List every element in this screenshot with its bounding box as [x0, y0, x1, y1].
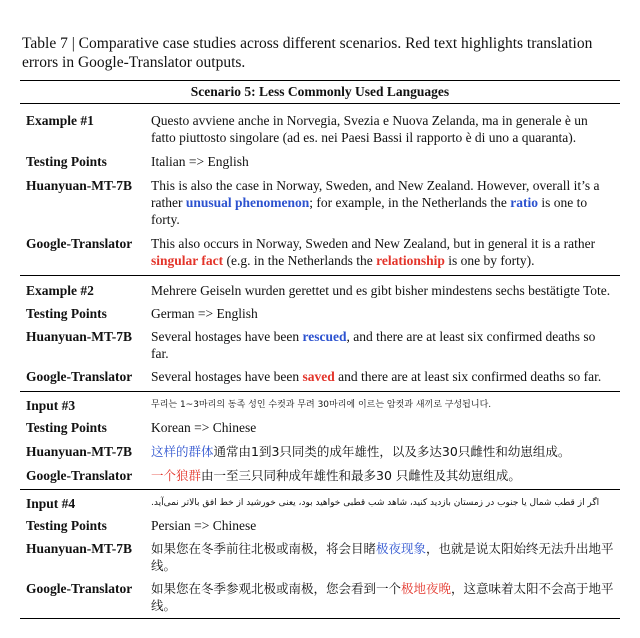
input3-label: Input #3 — [26, 398, 76, 413]
input4-label: Input #4 — [26, 496, 76, 511]
text-segment: and there are at least six confirmed deaths so far. — [334, 369, 602, 384]
highlight-blue: 这样的群体 — [151, 444, 214, 459]
input4-source-row — [20, 495, 620, 512]
example2-source-row — [20, 282, 620, 299]
example2-hunyuan-row — [20, 328, 620, 362]
google-label: Google-Translator — [26, 369, 133, 384]
example1-hunyuan-row — [20, 177, 620, 228]
table-caption: Table 7 | Comparative case studies across different scenarios. Red text highlights translation errors in Google-Translator outputs. — [22, 35, 593, 71]
row-divider — [20, 489, 620, 490]
text-segment: ，也就是说太阳始终无法升出地平线。 — [151, 541, 614, 573]
highlight-blue: 极夜现象 — [376, 541, 427, 556]
input3-hunyuan-output — [151, 443, 620, 460]
text-segment: is one by forty). — [444, 253, 535, 268]
example1-testing-row — [20, 153, 620, 170]
example1-hunyuan-output — [151, 177, 620, 228]
example1-google-row — [20, 235, 620, 269]
example1-source: Questo avviene anche in Norvegia, Svezia e Nuova Zelanda, ma in generale è un fatto piuttosto singolare (ad es. nei Paesi Bassi il rapporto è di uno a quaranta). — [151, 113, 588, 145]
error-red: singular fact — [151, 253, 224, 268]
hunyuan-label: Huanyuan-MT-7B — [26, 329, 133, 344]
example2-google-row — [20, 368, 620, 385]
hunyuan-label: Huanyuan-MT-7B — [26, 541, 133, 556]
error-red: saved — [302, 369, 335, 384]
input4-testing: Persian => Chinese — [151, 518, 257, 533]
row-divider — [20, 391, 620, 392]
error-red: 极地夜晚 — [401, 581, 452, 596]
example2-source: Mehrere Geiseln wurden gerettet und es gibt bisher mindestens sechs bestätigte Tote. — [151, 283, 611, 298]
comparison-table — [20, 80, 620, 619]
input3-google-row — [20, 467, 620, 484]
example2-label: Example #2 — [26, 283, 94, 298]
input4-source: اگر از قطب شمال یا جنوب در زمستان بازدید کنید، شاهد شب قطبی خواهید بود، یعنی خورشید از خط افق بالاتر نمی‌آید. — [151, 498, 600, 508]
input3-testing-row — [20, 419, 620, 436]
error-red: 一个狼群 — [151, 468, 202, 483]
hunyuan-label: Huanyuan-MT-7B — [26, 444, 133, 459]
input4-hunyuan-row — [20, 540, 620, 574]
row-divider — [20, 275, 620, 276]
input3-testing: Korean => Chinese — [151, 420, 257, 435]
google-label: Google-Translator — [26, 581, 133, 596]
text-segment: ，这意味着太阳不会高于地平线。 — [151, 581, 614, 613]
example1-label: Example #1 — [26, 113, 94, 128]
text-segment: 通常由1到3只同类的成年雄性，以及多达30只雌性和幼崽组成。 — [213, 444, 571, 459]
example2-google-output — [151, 368, 620, 385]
example1-google-output — [151, 235, 620, 269]
text-segment: Several hostages have been — [151, 369, 303, 384]
input3-hunyuan-row — [20, 443, 620, 460]
text-segment: This also occurs in Norway, Sweden and New Zealand, but in general it is a rather — [151, 236, 596, 251]
text-segment: 如果您在冬季前往北极或南极，将会目睹 — [151, 541, 377, 556]
text-segment: (e.g. in the Netherlands the — [223, 253, 377, 268]
highlight-blue: ratio — [510, 195, 538, 210]
google-label: Google-Translator — [26, 236, 133, 251]
testing-points-label: Testing Points — [26, 420, 107, 435]
example2-testing-row — [20, 305, 620, 322]
example2-testing: German => English — [151, 306, 258, 321]
highlight-blue: rescued — [302, 329, 347, 344]
text-segment: 如果您在冬季参观北极或南极，您会看到一个 — [151, 581, 402, 596]
example1-source-row — [20, 112, 620, 146]
example2-hunyuan-output — [151, 328, 620, 362]
hunyuan-label: Huanyuan-MT-7B — [26, 178, 133, 193]
text-segment: ; for example, in the Netherlands the — [309, 195, 511, 210]
text-segment: Several hostages have been — [151, 329, 303, 344]
error-red: relationship — [376, 253, 445, 268]
input3-source: 무리는 1~3마리의 동족 성인 수컷과 무려 30마리에 이르는 암컷과 새끼로 구성됩니다. — [151, 400, 492, 410]
testing-points-label: Testing Points — [26, 518, 107, 533]
input4-google-output — [151, 580, 620, 614]
input4-testing-row — [20, 517, 620, 534]
input4-hunyuan-output — [151, 540, 620, 574]
highlight-blue: unusual phenomenon — [185, 195, 310, 210]
testing-points-label: Testing Points — [26, 154, 107, 169]
scenario-title: Scenario 5: Less Commonly Used Languages — [20, 81, 620, 104]
text-segment: This is also the case in Norway, Sweden, and New Zealand. However, overall it’s a rather — [151, 178, 600, 210]
example1-testing: Italian => English — [151, 154, 249, 169]
google-label: Google-Translator — [26, 468, 133, 483]
testing-points-label: Testing Points — [26, 306, 107, 321]
text-segment: 由一至三只同种成年雄性和最多30 只雌性及其幼崽组成。 — [201, 468, 521, 483]
input3-source-row — [20, 397, 620, 414]
text-segment: , and there are at least six confirmed deaths so far. — [151, 329, 596, 361]
text-segment: is one to forty. — [151, 195, 588, 227]
input4-google-row — [20, 580, 620, 614]
input3-google-output — [151, 467, 620, 484]
